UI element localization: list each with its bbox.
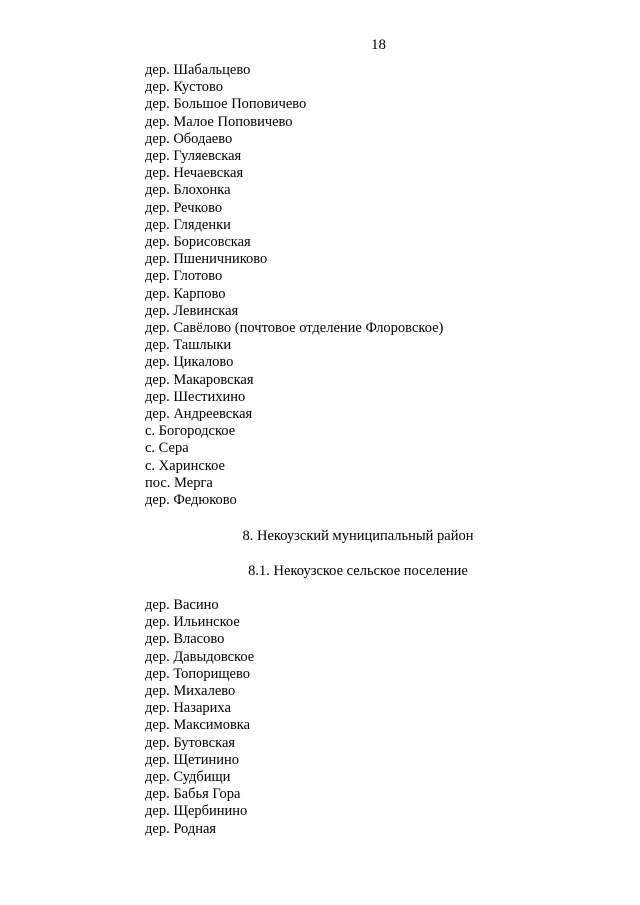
list-item: дер. Большое Поповичево (145, 96, 307, 113)
list-item: дер. Борисовская (145, 234, 251, 251)
settlement-list (145, 62, 443, 509)
list-item: дер. Андреевская (145, 406, 253, 423)
list-item: пос. Мерга (145, 474, 213, 491)
list-item: дер. Савёлово (почтовое отделение Флоровское) (145, 320, 444, 337)
list-item: дер. Шестихино (145, 388, 246, 405)
list-item: дер. Родная (145, 820, 217, 837)
list-item: дер. Нечаевская (145, 165, 244, 182)
list-item: дер. Гляденки (145, 216, 231, 233)
list-item: дер. Ташлыки (145, 337, 232, 354)
list-item: дер. Ильинское (145, 614, 240, 631)
settlement-heading: 8.1. Некоузское сельское поселение (248, 563, 468, 579)
list-item: дер. Назариха (145, 700, 231, 717)
list-item: дер. Малое Поповичево (145, 113, 293, 130)
list-item: дер. Васино (145, 597, 219, 613)
list-item: дер. Бабья Гора (145, 786, 241, 803)
list-item: дер. Щербинино (145, 803, 248, 820)
list-item: дер. Глотово (145, 268, 223, 285)
list-item: дер. Михалево (145, 683, 236, 700)
list-item: дер. Власово (145, 631, 225, 648)
list-item: дер. Ободаево (145, 130, 233, 147)
settlement-list-nekouz (145, 597, 254, 838)
list-item: дер. Гуляевская (145, 148, 242, 165)
list-item: дер. Шабальцево (145, 62, 251, 78)
list-item: дер. Кустово (145, 79, 223, 96)
district-heading: 8. Некоузский муниципальный район (242, 528, 474, 544)
list-item: дер. Давыдовское (145, 648, 255, 665)
list-item: дер. Блохонка (145, 182, 231, 199)
list-item: дер. Судбищи (145, 769, 231, 786)
list-item: дер. Бутовская (145, 734, 236, 751)
page-number: 18 (371, 37, 386, 53)
list-item: дер. Пшеничниково (145, 251, 268, 268)
list-item: дер. Максимовка (145, 717, 251, 734)
list-item: с. Богородское (145, 423, 236, 440)
list-item: дер. Топорищево (145, 665, 250, 682)
list-item: с. Сера (145, 440, 189, 457)
list-item: дер. Щетинино (145, 751, 240, 768)
list-item: дер. Цикалово (145, 354, 234, 371)
list-item: дер. Федюково (145, 492, 237, 509)
list-item: дер. Речково (145, 199, 223, 216)
list-item: с. Харинское (145, 457, 225, 474)
list-item: дер. Карпово (145, 285, 226, 302)
list-item: дер. Левинская (145, 302, 239, 319)
list-item: дер. Макаровская (145, 371, 254, 388)
